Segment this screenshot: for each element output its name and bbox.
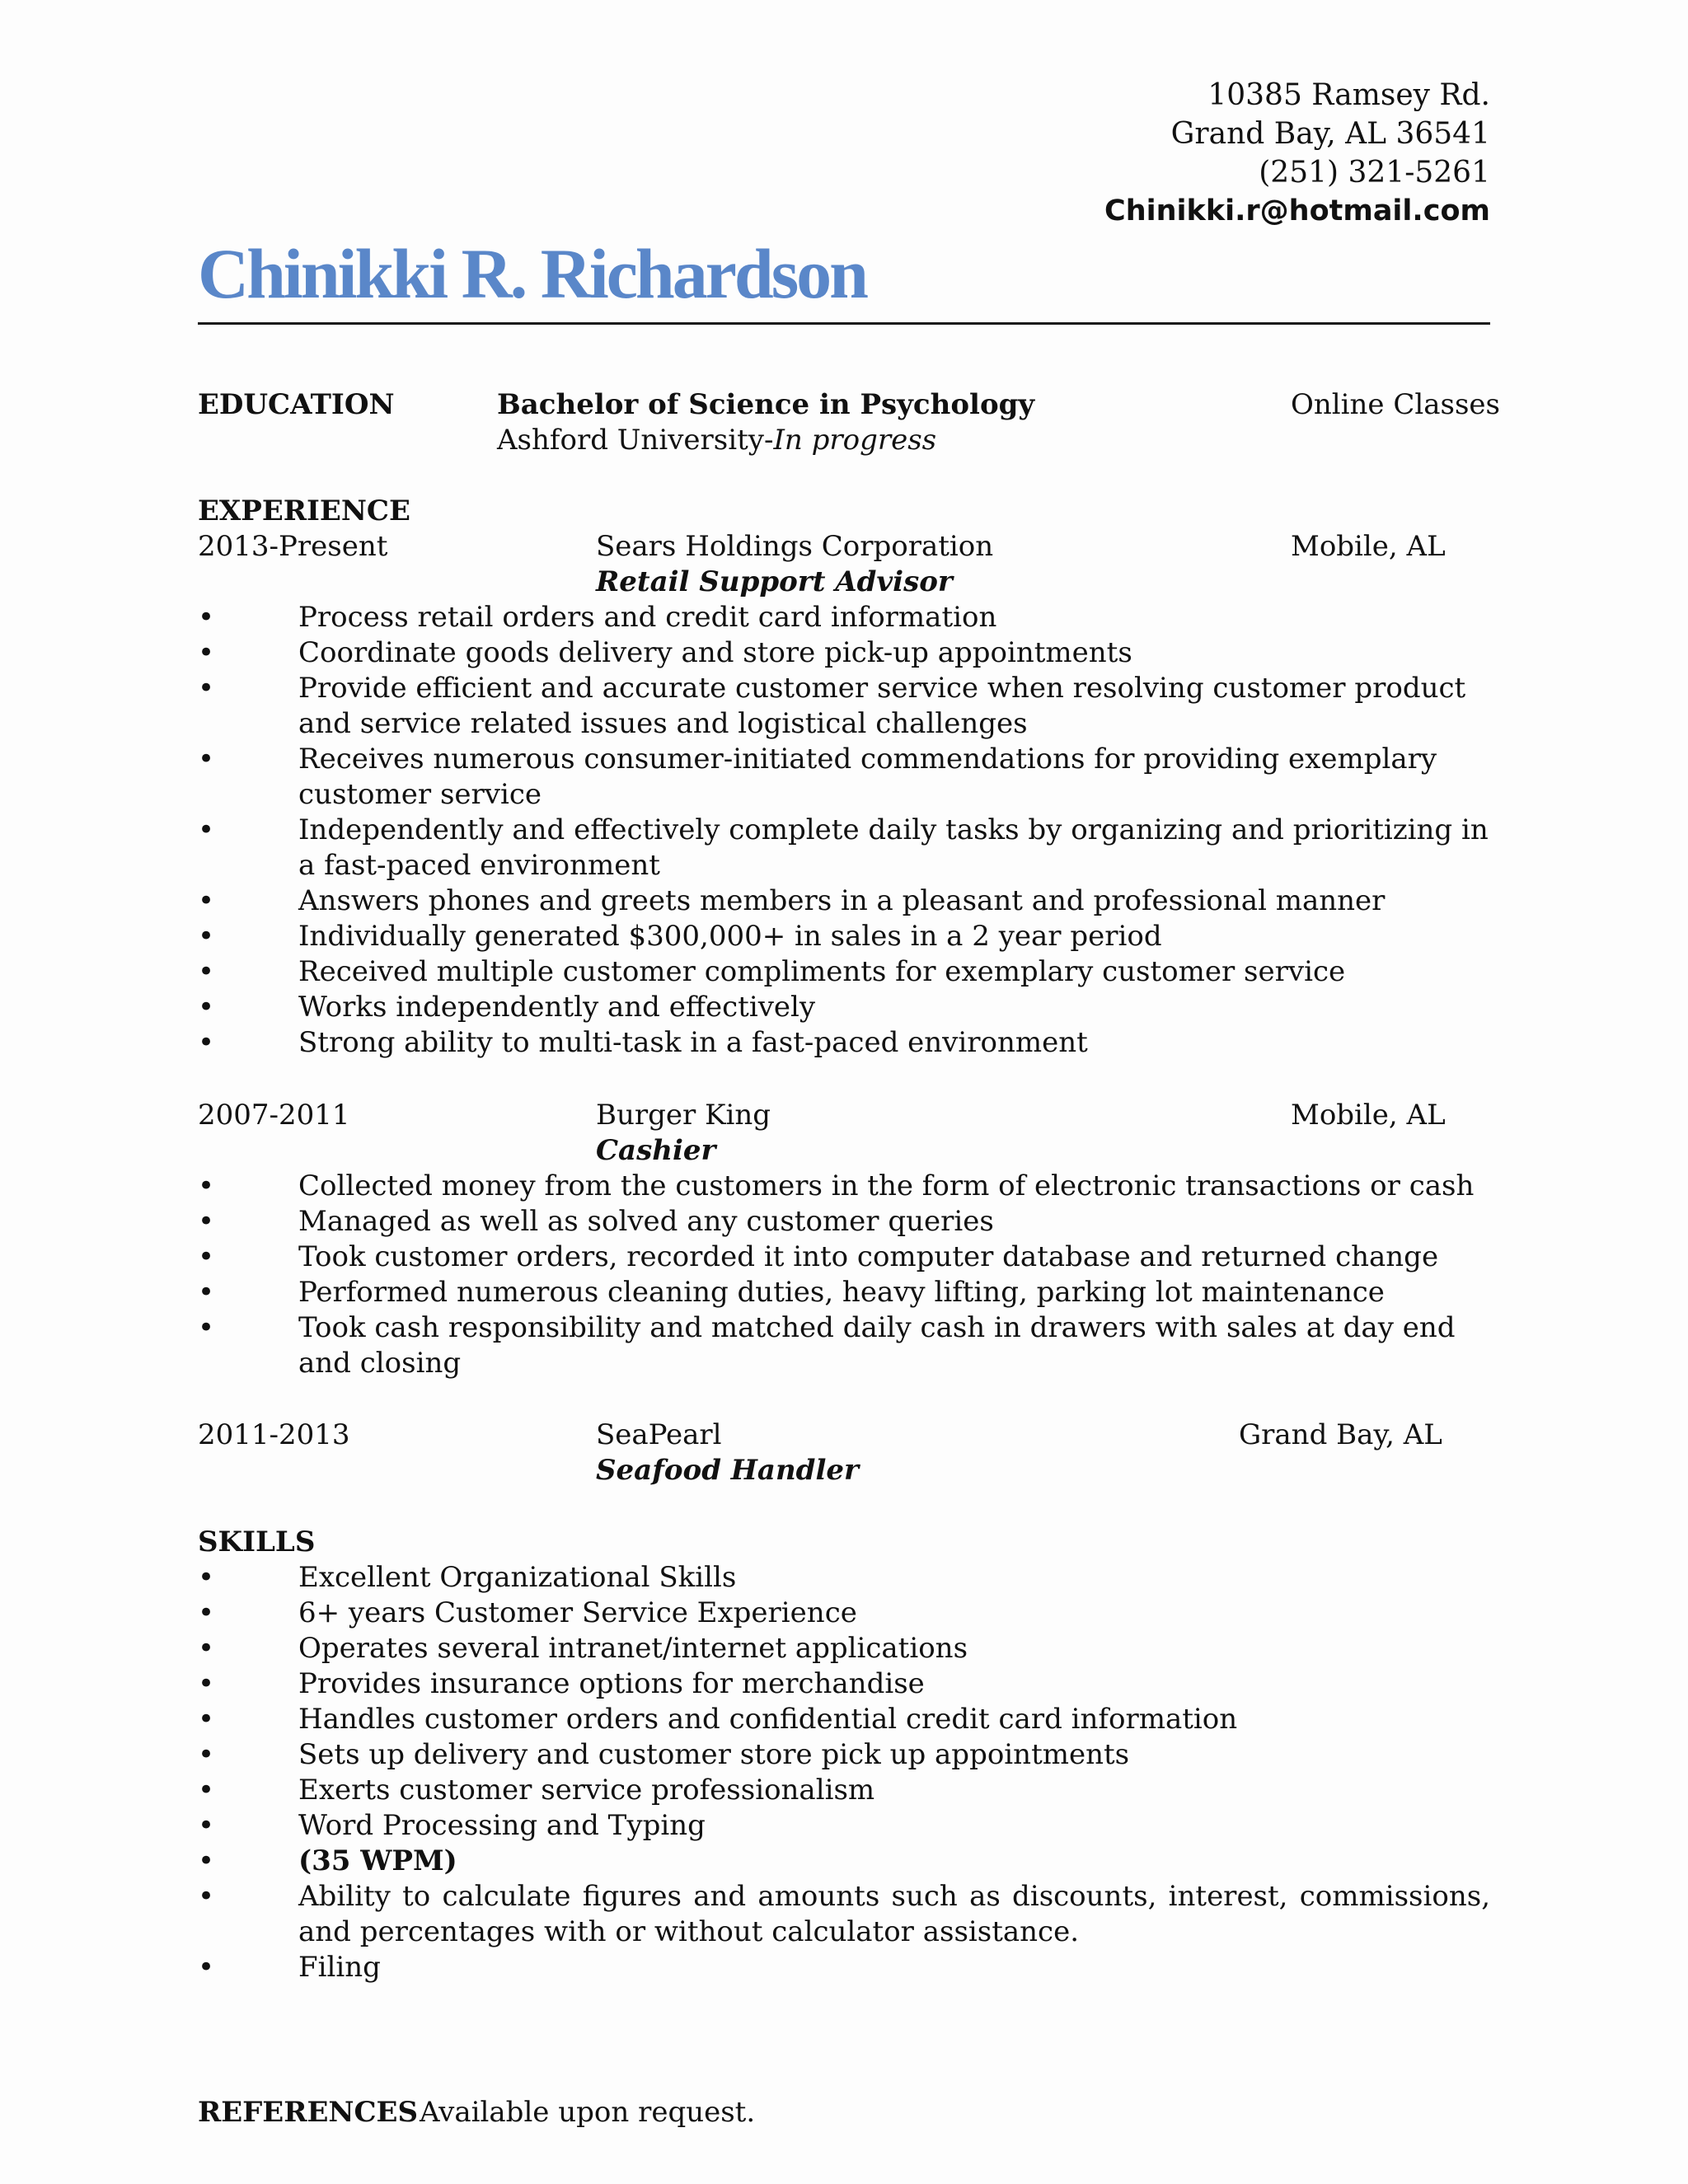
candidate-name: Chinikki R. Richardson bbox=[198, 234, 867, 313]
bullet-text: Exerts customer service professionalism bbox=[298, 1774, 875, 1807]
bullet-marker: • bbox=[198, 1240, 215, 1273]
bullet-text: Process retail orders and credit card information bbox=[298, 601, 997, 634]
bullet-text: Independently and effectively complete daily tasks by organizing and prioritizing in a fast-paced environment bbox=[298, 813, 1489, 882]
bullet-text: Provides insurance options for merchandise bbox=[298, 1667, 925, 1700]
bullet-marker: • bbox=[198, 1809, 215, 1842]
list-item bbox=[198, 1702, 1490, 1737]
list-item bbox=[198, 1737, 1490, 1773]
education-degree: Bachelor of Science in Psychology bbox=[497, 388, 1035, 421]
references-text: Available upon request. bbox=[420, 2096, 756, 2129]
job-location: Mobile, AL bbox=[1291, 1099, 1446, 1132]
bullet-text: Managed as well as solved any customer queries bbox=[298, 1205, 994, 1238]
list-item bbox=[198, 635, 1490, 671]
bullet-text: Answers phones and greets members in a pleasant and professional manner bbox=[298, 884, 1386, 917]
bullet-text: Word Processing and Typing bbox=[298, 1809, 706, 1842]
education-status: In progress bbox=[773, 424, 937, 457]
list-item bbox=[198, 1240, 1490, 1275]
bullet-marker: • bbox=[198, 1169, 215, 1202]
bullet-marker: • bbox=[198, 636, 215, 669]
bullet-text: Coordinate goods delivery and store pick-up appointments bbox=[298, 636, 1132, 669]
bullet-marker: • bbox=[198, 1774, 215, 1807]
bullet-text: Performed numerous cleaning duties, heavy lifting, parking lot maintenance bbox=[298, 1276, 1385, 1309]
bullet-marker: • bbox=[198, 672, 215, 705]
bullet-marker: • bbox=[198, 991, 215, 1024]
bullet-marker: • bbox=[198, 601, 215, 634]
bullet-marker: • bbox=[198, 1844, 215, 1877]
list-item bbox=[198, 1169, 1490, 1204]
job-location: Grand Bay, AL bbox=[1239, 1418, 1442, 1451]
bullet-text: Strong ability to multi-task in a fast-paced environment bbox=[298, 1026, 1088, 1059]
bullet-marker: • bbox=[198, 1667, 215, 1700]
bullet-marker: • bbox=[198, 884, 215, 917]
bullet-text: Handles customer orders and confidential credit card information bbox=[298, 1703, 1238, 1736]
bullet-text: Took cash responsibility and matched daily cash in drawers with sales at day end and closing bbox=[298, 1311, 1456, 1380]
job-title: Seafood Handler bbox=[596, 1454, 859, 1487]
list-item bbox=[198, 1631, 1490, 1666]
bullet-text: Works independently and effectively bbox=[298, 991, 816, 1024]
list-item bbox=[198, 1879, 1490, 1950]
bullet-text: Sets up delivery and customer store pick up appointments bbox=[298, 1738, 1130, 1771]
bullet-marker: • bbox=[198, 1951, 215, 1984]
job-title: Retail Support Advisor bbox=[596, 565, 953, 598]
job-bullet-list bbox=[198, 600, 1490, 1061]
job-dates: 2011-2013 bbox=[198, 1418, 350, 1451]
list-item bbox=[198, 990, 1490, 1025]
address-line2: Grand Bay, AL 36541 bbox=[1170, 117, 1490, 151]
bullet-marker: • bbox=[198, 1703, 215, 1736]
contact-block bbox=[1104, 76, 1490, 231]
job-company: SeaPearl bbox=[596, 1418, 722, 1451]
job-dates: 2013-Present bbox=[198, 530, 388, 563]
bullet-marker: • bbox=[198, 1026, 215, 1059]
list-item bbox=[198, 1950, 1490, 1985]
references-heading: REFERENCES bbox=[198, 2096, 419, 2129]
list-item bbox=[198, 1275, 1490, 1310]
education-school-line bbox=[497, 423, 936, 458]
bullet-marker: • bbox=[198, 1596, 215, 1629]
bullet-marker: • bbox=[198, 1738, 215, 1771]
list-item bbox=[198, 813, 1490, 883]
skills-heading: SKILLS bbox=[198, 1526, 316, 1558]
bullet-marker: • bbox=[198, 1880, 215, 1913]
education-heading: EDUCATION bbox=[198, 388, 395, 421]
list-item bbox=[198, 954, 1490, 990]
bullet-marker: • bbox=[198, 1311, 215, 1344]
bullet-text: Filing bbox=[298, 1951, 381, 1984]
job-company: Burger King bbox=[596, 1099, 771, 1132]
job-bullet-list bbox=[198, 1169, 1490, 1381]
list-item bbox=[198, 742, 1490, 813]
experience-heading: EXPERIENCE bbox=[198, 494, 410, 527]
list-item bbox=[198, 1596, 1490, 1631]
bullet-marker: • bbox=[198, 1276, 215, 1309]
bullet-text: Excellent Organizational Skills bbox=[298, 1561, 737, 1594]
header-divider bbox=[198, 322, 1490, 325]
list-item bbox=[198, 919, 1490, 954]
job-location: Mobile, AL bbox=[1291, 530, 1446, 563]
bullet-marker: • bbox=[198, 920, 215, 953]
bullet-marker: • bbox=[198, 1205, 215, 1238]
bullet-marker: • bbox=[198, 813, 215, 846]
bullet-text: Provide efficient and accurate customer service when resolving customer product and service related issues and logistical challenges bbox=[298, 672, 1466, 740]
bullet-text: Individually generated $300,000+ in sales in a 2 year period bbox=[298, 920, 1162, 953]
bullet-marker: • bbox=[198, 1632, 215, 1665]
list-item bbox=[198, 1844, 1490, 1879]
bullet-text: (35 WPM) bbox=[298, 1844, 457, 1877]
email-address[interactable]: Chinikki.r@hotmail.com bbox=[1104, 194, 1490, 227]
list-item bbox=[198, 600, 1490, 635]
list-item bbox=[198, 1025, 1490, 1061]
list-item bbox=[198, 1310, 1490, 1381]
job-title: Cashier bbox=[596, 1134, 716, 1167]
list-item bbox=[198, 1560, 1490, 1596]
bullet-text: Ability to calculate figures and amounts such as discounts, interest, commissions, and percentages with or without calculator assistance. bbox=[298, 1880, 1490, 1948]
bullet-text: 6+ years Customer Service Experience bbox=[298, 1596, 857, 1629]
education-school: Ashford University- bbox=[497, 424, 774, 457]
phone-number: (251) 321-5261 bbox=[1259, 156, 1490, 190]
bullet-marker: • bbox=[198, 955, 215, 988]
list-item bbox=[198, 1773, 1490, 1808]
address-line1: 10385 Ramsey Rd. bbox=[1207, 78, 1490, 112]
bullet-text: Received multiple customer compliments for exemplary customer service bbox=[298, 955, 1346, 988]
bullet-marker: • bbox=[198, 1561, 215, 1594]
list-item bbox=[198, 671, 1490, 742]
list-item bbox=[198, 1666, 1490, 1702]
job-dates: 2007-2011 bbox=[198, 1099, 350, 1132]
bullet-marker: • bbox=[198, 743, 215, 776]
bullet-text: Operates several intranet/internet applications bbox=[298, 1632, 968, 1665]
list-item bbox=[198, 1808, 1490, 1844]
list-item bbox=[198, 883, 1490, 919]
skills-list bbox=[198, 1560, 1490, 1985]
bullet-text: Collected money from the customers in the form of electronic transactions or cash bbox=[298, 1169, 1475, 1202]
job-company: Sears Holdings Corporation bbox=[596, 530, 994, 563]
education-mode: Online Classes bbox=[1291, 388, 1500, 421]
list-item bbox=[198, 1204, 1490, 1240]
bullet-text: Took customer orders, recorded it into computer database and returned change bbox=[298, 1240, 1439, 1273]
bullet-text: Receives numerous consumer-initiated commendations for providing exemplary customer service bbox=[298, 743, 1437, 811]
